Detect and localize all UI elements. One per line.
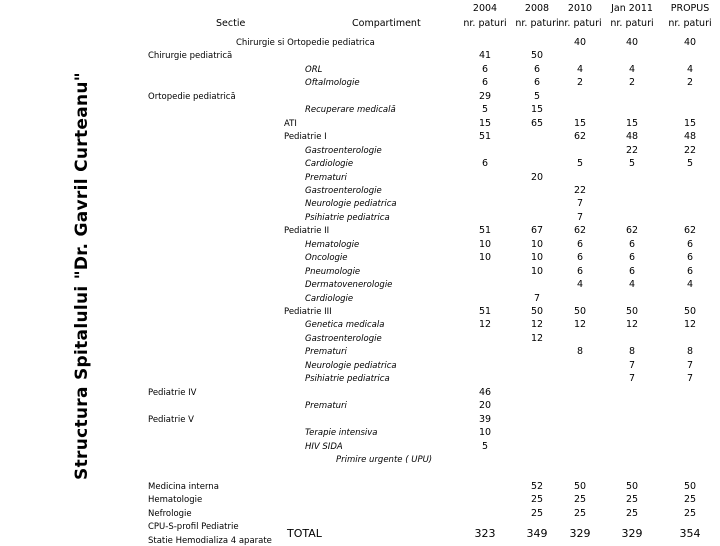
compartment-label: Gastroenterologie <box>305 185 382 196</box>
year-header: PROPUS <box>670 3 710 14</box>
bed-count: 25 <box>573 494 587 506</box>
compartment-label: Dermatovenerologie <box>305 280 393 291</box>
bed-count: 7 <box>533 292 541 304</box>
bed-count: 48 <box>683 131 697 143</box>
bed-count: 8 <box>628 346 636 358</box>
compartment-label: Pediatrie II <box>284 226 330 237</box>
bed-count: 10 <box>478 238 492 250</box>
bed-count: 10 <box>478 252 492 264</box>
nr-paturi-header: nr. paturi <box>668 18 712 29</box>
compartment-label: Terapie intensiva <box>305 428 378 439</box>
total-value: 329 <box>569 527 591 540</box>
bed-count: 2 <box>628 77 636 89</box>
bed-count: 15 <box>573 117 587 129</box>
sectie-header: Sectie <box>216 18 246 29</box>
compartment-label: Psihiatrie pediatrica <box>305 374 390 385</box>
compartment-label: Cardiologie <box>305 159 354 170</box>
bed-count: 51 <box>478 225 492 237</box>
bed-count: 50 <box>530 306 544 317</box>
bed-count: 50 <box>625 480 639 492</box>
bed-count: 15 <box>625 117 639 129</box>
bed-count: 51 <box>478 131 492 143</box>
bed-count: 7 <box>686 359 694 371</box>
section-label: Pediatrie IV <box>148 387 197 398</box>
bed-count: 25 <box>530 507 544 519</box>
bed-count: 12 <box>530 319 544 331</box>
bed-count: 8 <box>576 346 584 358</box>
bed-count: 4 <box>576 279 584 291</box>
bed-count: 7 <box>576 211 584 223</box>
compartment-label: Prematuri <box>305 172 347 183</box>
compartment-label: HIV SIDA <box>305 441 343 452</box>
bed-count: 2 <box>686 77 694 89</box>
total-value: 329 <box>621 527 643 540</box>
bed-count: 6 <box>628 238 636 250</box>
bed-count: 22 <box>625 144 639 156</box>
bed-count: 39 <box>478 413 492 425</box>
total-value: 349 <box>526 527 548 540</box>
compartment-label: Oftalmologie <box>305 78 360 89</box>
bed-count: 7 <box>686 373 694 385</box>
nr-paturi-header: nr. paturi <box>558 18 602 29</box>
total-label: TOTAL <box>287 527 322 540</box>
bed-count: 67 <box>530 225 544 237</box>
bed-count: 46 <box>478 386 492 398</box>
bed-count: 62 <box>625 225 639 237</box>
bed-count: 6 <box>686 252 694 264</box>
bed-count: 40 <box>573 37 587 48</box>
nr-paturi-header: nr. paturi <box>610 18 654 29</box>
bed-count: 50 <box>625 306 639 317</box>
compartment-label: Psihiatrie pediatrica <box>305 212 390 223</box>
bed-count: 12 <box>625 319 639 331</box>
bed-count: 62 <box>573 131 587 143</box>
bed-count: 50 <box>683 306 697 317</box>
bed-count: 6 <box>533 63 541 75</box>
bed-count: 51 <box>478 306 492 317</box>
total-value: 354 <box>679 527 701 540</box>
bed-count: 62 <box>683 225 697 237</box>
bed-count: 40 <box>625 37 639 48</box>
bed-count: 8 <box>686 346 694 358</box>
bed-count: 6 <box>481 158 489 170</box>
bed-count: 5 <box>628 158 636 170</box>
compartment-label: Pneumologie <box>305 266 361 277</box>
bed-count: 25 <box>530 494 544 506</box>
bed-count: 5 <box>481 104 489 116</box>
bed-count: 5 <box>686 158 694 170</box>
bed-count: 22 <box>683 144 697 156</box>
bed-count: 15 <box>530 104 544 116</box>
bed-count: 6 <box>576 252 584 264</box>
bed-count: 6 <box>576 238 584 250</box>
page-title: Structura Spitalului "Dr. Gavril Curteanu" <box>72 72 92 480</box>
bed-count: 6 <box>628 252 636 264</box>
year-header: 2008 <box>524 3 550 14</box>
year-header: 2004 <box>472 3 498 14</box>
bed-count: 5 <box>481 440 489 452</box>
bed-count: 4 <box>628 279 636 291</box>
bed-count: 4 <box>686 63 694 75</box>
compartment-label: Genetica medicala <box>305 320 385 331</box>
bed-count: 25 <box>625 494 639 506</box>
compartment-label: Cardiologie <box>305 293 354 304</box>
bed-count: 20 <box>478 400 492 412</box>
year-header: Jan 2011 <box>611 3 653 14</box>
bed-count: 65 <box>530 117 544 129</box>
bed-count: 6 <box>576 265 584 277</box>
bed-count: 62 <box>573 225 587 237</box>
compartment-label: Chirurgie si Ortopedie pediatrica <box>236 38 375 48</box>
bed-count: 25 <box>683 507 697 519</box>
section-label: Chirurgie pediatrică <box>148 51 233 62</box>
compartment-label: Prematuri <box>305 401 347 412</box>
section-label: Ortopedie pediatrică <box>148 91 236 102</box>
section-label: Hematologie <box>148 495 203 506</box>
bed-count: 50 <box>683 480 697 492</box>
bed-count: 12 <box>478 319 492 331</box>
compartiment-header: Compartiment <box>352 18 421 29</box>
bed-count: 4 <box>628 63 636 75</box>
bed-count: 7 <box>576 198 584 210</box>
compartment-label: ORL <box>305 64 323 75</box>
bed-count: 50 <box>530 50 544 62</box>
bed-count: 7 <box>628 359 636 371</box>
total-value: 323 <box>474 527 496 540</box>
compartment-label: Hematologie <box>305 239 360 250</box>
bed-count: 48 <box>625 131 639 143</box>
bed-count: 25 <box>573 507 587 519</box>
compartment-label: Recuperare medicală <box>305 105 396 116</box>
bed-count: 10 <box>530 265 544 277</box>
compartment-label: Neurologie pediatrica <box>305 199 397 210</box>
year-header: 2010 <box>567 3 593 14</box>
bed-count: 40 <box>683 37 697 48</box>
bed-count: 25 <box>683 494 697 506</box>
bed-count: 41 <box>478 50 492 62</box>
compartment-label: Prematuri <box>305 347 347 358</box>
bed-count: 10 <box>478 427 492 439</box>
bed-count: 4 <box>686 279 694 291</box>
bed-count: 20 <box>530 171 544 183</box>
bed-count: 6 <box>533 77 541 89</box>
compartment-label: Pediatrie I <box>284 132 327 143</box>
section-label: Statie Hemodializa 4 aparate <box>148 535 272 546</box>
compartment-label: Neurologie pediatrica <box>305 360 397 371</box>
bed-count: 6 <box>628 265 636 277</box>
compartment-label: Primire urgente ( UPU) <box>336 454 433 465</box>
bed-count: 22 <box>573 184 587 196</box>
bed-count: 50 <box>573 306 587 317</box>
bed-count: 12 <box>530 332 544 344</box>
bed-count: 15 <box>478 117 492 129</box>
section-label: Medicina interna <box>148 481 219 492</box>
bed-count: 29 <box>478 90 492 102</box>
compartment-label: Oncologie <box>305 253 348 264</box>
bed-count: 12 <box>573 319 587 331</box>
bed-count: 6 <box>481 63 489 75</box>
nr-paturi-header: nr. paturi <box>463 18 507 29</box>
section-label: Pediatrie V <box>148 414 194 425</box>
section-label: CPU-S-profil Pediatrie <box>148 522 239 533</box>
bed-count: 25 <box>625 507 639 519</box>
compartment-label: Pediatrie III <box>284 307 332 317</box>
bed-count: 5 <box>533 90 541 102</box>
bed-count: 5 <box>576 158 584 170</box>
section-label: Nefrologie <box>148 508 192 519</box>
bed-count: 2 <box>576 77 584 89</box>
bed-count: 50 <box>573 480 587 492</box>
bed-count: 10 <box>530 238 544 250</box>
bed-count: 10 <box>530 252 544 264</box>
bed-count: 15 <box>683 117 697 129</box>
bed-count: 6 <box>481 77 489 89</box>
bed-count: 6 <box>686 238 694 250</box>
nr-paturi-header: nr. paturi <box>515 18 559 29</box>
compartment-label: Gastroenterologie <box>305 333 382 344</box>
compartment-label: ATI <box>284 118 297 129</box>
compartment-label: Gastroenterologie <box>305 145 382 156</box>
bed-count: 4 <box>576 63 584 75</box>
bed-count: 52 <box>530 480 544 492</box>
bed-count: 12 <box>683 319 697 331</box>
bed-count: 7 <box>628 373 636 385</box>
bed-count: 6 <box>686 265 694 277</box>
